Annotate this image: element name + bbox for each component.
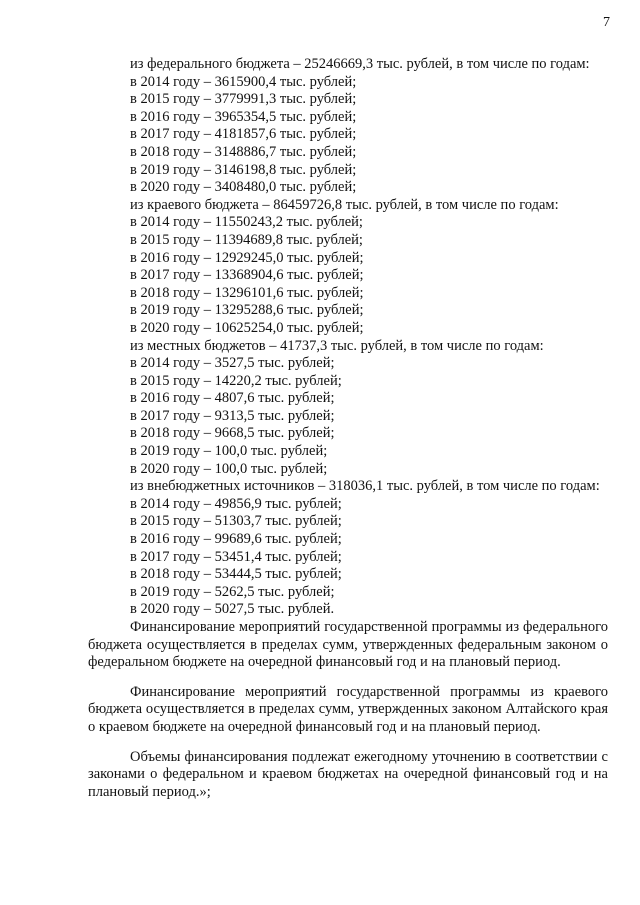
federal-financing-paragraph: Финансирование мероприятий государственной программы из федерального бюджета осуществляется в пределах сумм, утвержденных федеральным законом о федеральном бюджете на очередной финансовый год и на плановый период. — [88, 619, 608, 671]
regional-year-2017: в 2017 году – 13368904,6 тыс. рублей; — [130, 267, 364, 284]
page-number: 7 — [603, 15, 610, 30]
regional-budget-section — [88, 197, 608, 338]
extrabudgetary-year-2016: в 2016 году – 99689,6 тыс. рублей; — [130, 531, 342, 548]
local-year-2020: в 2020 году – 100,0 тыс. рублей; — [130, 460, 328, 477]
federal-budget-section — [88, 56, 608, 197]
federal-year-2018: в 2018 году – 3148886,7 тыс. рублей; — [130, 143, 357, 160]
local-budget-section — [88, 338, 608, 479]
extrabudgetary-year-2020: в 2020 году – 5027,5 тыс. рублей. — [130, 601, 335, 618]
regional-year-2018: в 2018 году – 13296101,6 тыс. рублей; — [130, 284, 364, 301]
federal-year-2015: в 2015 году – 3779991,3 тыс. рублей; — [130, 91, 357, 108]
federal-year-2019: в 2019 году – 3146198,8 тыс. рублей; — [130, 161, 357, 178]
regional-financing-paragraph: Финансирование мероприятий государственной программы из краевого бюджета осуществляется в пределах сумм, утвержденных законом Алтайского края о краевом бюджете на очередной финансовый год и на плановый период. — [88, 683, 608, 735]
extrabudgetary-year-2018: в 2018 году – 53444,5 тыс. рублей; — [130, 566, 342, 583]
local-year-2014: в 2014 году – 3527,5 тыс. рублей; — [130, 355, 335, 372]
local-budget-heading: из местных бюджетов – 41737,3 тыс. рублей, в том числе по годам: — [130, 337, 544, 354]
document-body — [88, 56, 608, 801]
extrabudgetary-section — [88, 478, 608, 619]
federal-year-2014: в 2014 году – 3615900,4 тыс. рублей; — [130, 73, 357, 90]
federal-year-2020: в 2020 году – 3408480,0 тыс. рублей; — [130, 179, 357, 196]
local-year-2017: в 2017 году – 9313,5 тыс. рублей; — [130, 407, 335, 424]
regional-budget-heading: из краевого бюджета – 86459726,8 тыс. рублей, в том числе по годам: — [130, 196, 559, 213]
adjustment-paragraph: Объемы финансирования подлежат ежегодному уточнению в соответствии с законами о федеральном и краевом бюджетах на очередной финансовый год и на плановый период.»; — [88, 748, 608, 800]
extrabudgetary-year-2017: в 2017 году – 53451,4 тыс. рублей; — [130, 548, 342, 565]
federal-year-2016: в 2016 году – 3965354,5 тыс. рублей; — [130, 108, 357, 125]
local-year-2015: в 2015 году – 14220,2 тыс. рублей; — [130, 372, 342, 389]
local-year-2019: в 2019 году – 100,0 тыс. рублей; — [130, 443, 328, 460]
federal-year-2017: в 2017 году – 4181857,6 тыс. рублей; — [130, 126, 357, 143]
extrabudgetary-year-2015: в 2015 году – 51303,7 тыс. рублей; — [130, 513, 342, 530]
local-year-2016: в 2016 году – 4807,6 тыс. рублей; — [130, 390, 335, 407]
regional-year-2016: в 2016 году – 12929245,0 тыс. рублей; — [130, 249, 364, 266]
local-year-2018: в 2018 году – 9668,5 тыс. рублей; — [130, 425, 335, 442]
regional-year-2019: в 2019 году – 13295288,6 тыс. рублей; — [130, 302, 364, 319]
extrabudgetary-heading: из внебюджетных источников – 318036,1 тыс. рублей, в том числе по годам: — [130, 478, 600, 495]
federal-budget-heading: из федерального бюджета – 25246669,3 тыс. рублей, в том числе по годам: — [130, 56, 590, 72]
regional-year-2015: в 2015 году – 11394689,8 тыс. рублей; — [130, 231, 363, 248]
regional-year-2020: в 2020 году – 10625254,0 тыс. рублей; — [130, 319, 364, 336]
regional-year-2014: в 2014 году – 11550243,2 тыс. рублей; — [130, 214, 363, 231]
extrabudgetary-year-2019: в 2019 году – 5262,5 тыс. рублей; — [130, 583, 335, 600]
extrabudgetary-year-2014: в 2014 году – 49856,9 тыс. рублей; — [130, 495, 342, 512]
